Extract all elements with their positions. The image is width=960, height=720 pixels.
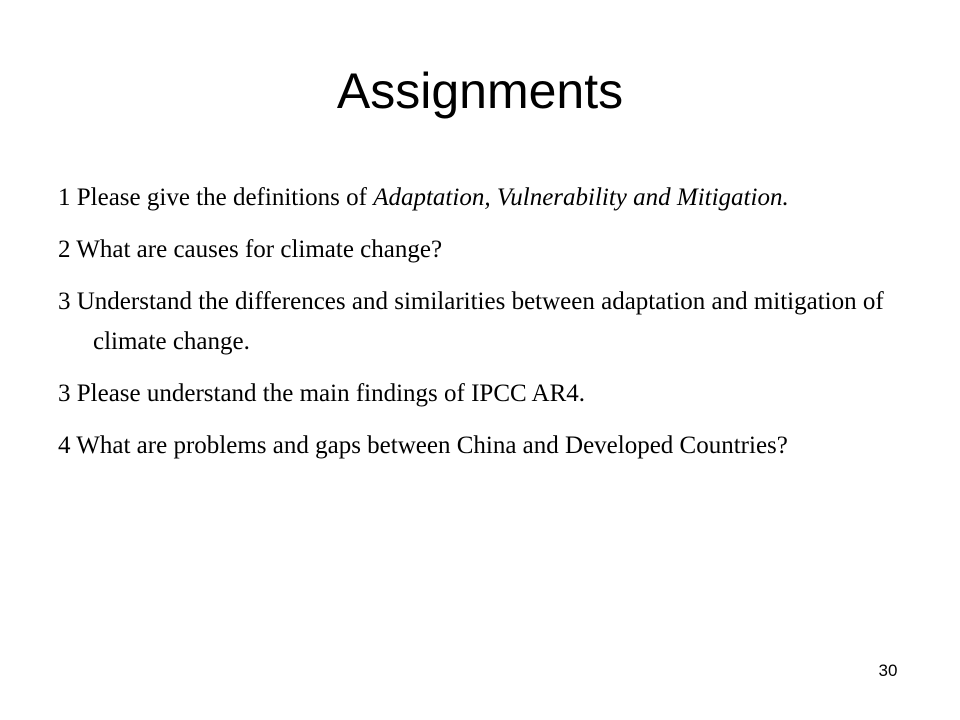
assignment-item-5 bbox=[58, 426, 888, 466]
page-number: 30 bbox=[878, 661, 898, 680]
assignment-item-1 bbox=[58, 178, 888, 218]
assignment-item-4 bbox=[58, 374, 888, 414]
slide-title: Assignments bbox=[336, 63, 624, 119]
assignment-item-2 bbox=[58, 230, 888, 270]
assignment-item-3-text: 3 Understand the differences and similarities between adaptation and mitigation of climate change. bbox=[58, 288, 884, 355]
assignment-item-3 bbox=[58, 282, 888, 362]
assignment-item-5-text: 4 What are problems and gaps between China and Developed Countries? bbox=[58, 432, 788, 459]
assignment-list bbox=[58, 178, 888, 478]
assignment-item-1-emphasis: Adaptation, Vulnerability and Mitigation. bbox=[373, 184, 789, 211]
assignment-item-1-text: 1 Please give the definitions of bbox=[58, 184, 374, 211]
assignment-item-2-text: 2 What are causes for climate change? bbox=[58, 236, 443, 263]
assignment-item-4-text: 3 Please understand the main findings of IPCC AR4. bbox=[58, 380, 586, 407]
